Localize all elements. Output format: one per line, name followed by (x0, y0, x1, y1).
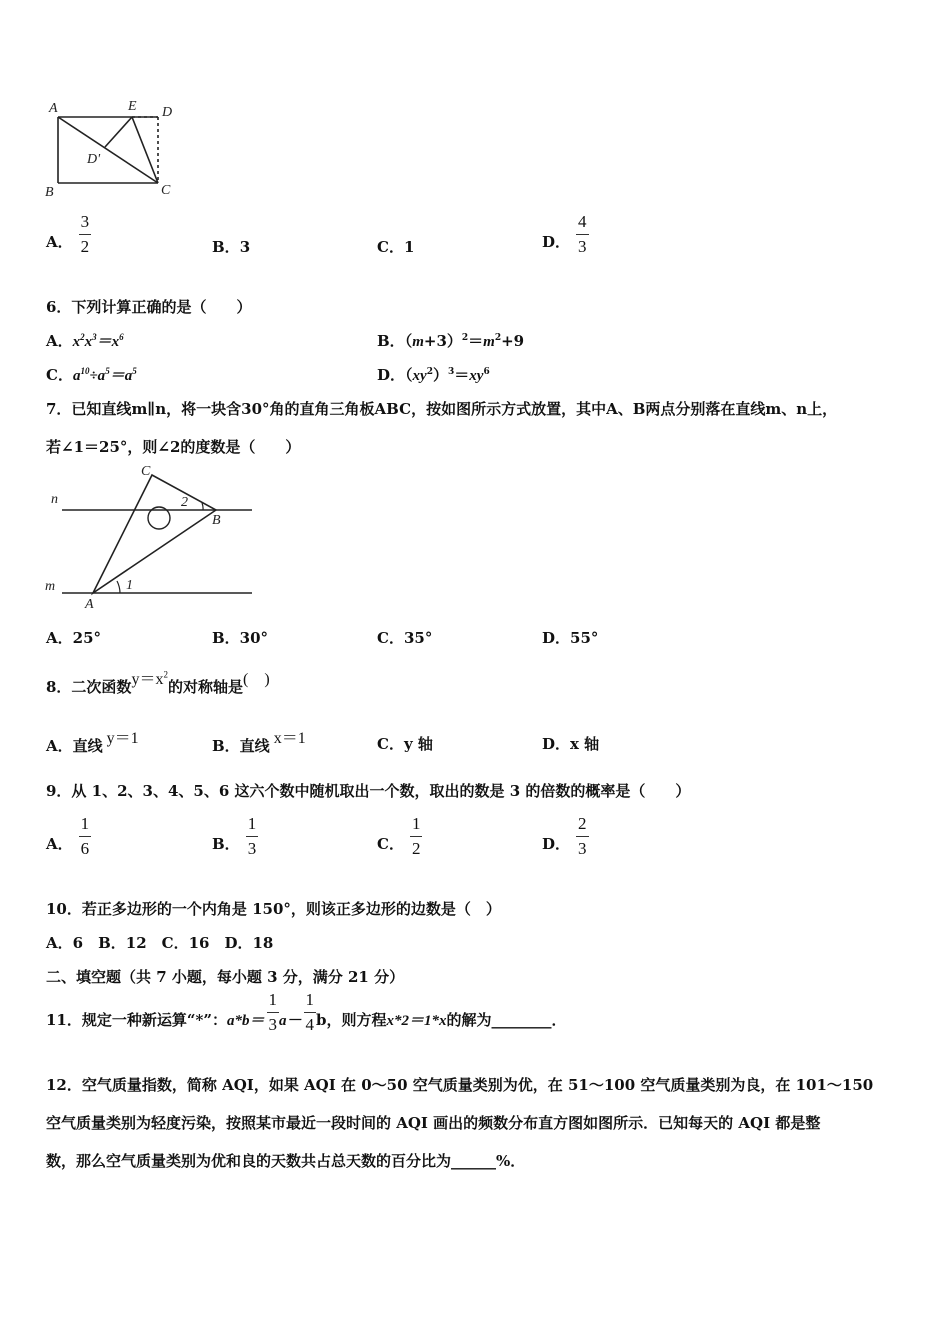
q9-stem: 9．从 1、2、3、4、5、6 这六个数中随机取出一个数，取出的数是 3 的倍数的概率是（ ） (46, 782, 691, 800)
q7-parallel-lines-figure (40, 460, 255, 615)
q9-option-a[interactable]: A． $\frac{1}{6}$ (46, 814, 90, 858)
fraction: $\frac{1}{3}$ (247, 814, 257, 858)
q6-option-d[interactable]: D．$(xy^2)^3=xy^6$ (377, 366, 490, 384)
q7-option-a[interactable]: A．25° (46, 629, 102, 647)
q5-option-c[interactable]: C．1 (377, 238, 415, 256)
q6-c-expr: $a^{10}\div a^5=a^5$ (72, 366, 137, 384)
q8-formula: $y=x^2$ (131, 669, 168, 688)
label-d-prime: D' (87, 152, 101, 167)
label-e: E (128, 99, 137, 114)
q6-option-c[interactable]: C．$a^{10}\div a^5=a^5$ (46, 366, 137, 384)
q9-option-c[interactable]: C． $\frac{1}{2}$ (377, 814, 421, 858)
fraction: $\frac{1}{4}$ (305, 990, 315, 1034)
q9-option-d[interactable]: D． $\frac{2}{3}$ (542, 814, 587, 858)
fraction: $\frac{2}{3}$ (578, 814, 587, 858)
q7-option-d[interactable]: D．55° (542, 629, 599, 647)
angle-2-arc (202, 503, 203, 510)
q7-stem-line1: 7．已知直线m∥n，将一块含30°角的直角三角板ABC，按如图所示方式放置，其中A、B两点分别落在直线m、n上， (46, 400, 838, 418)
label-m: m (45, 579, 56, 594)
label-c: C (161, 183, 171, 198)
q7-option-c[interactable]: C．35° (377, 629, 433, 647)
fraction: $\frac{1}{6}$ (80, 814, 90, 858)
q6-option-b[interactable]: B．$(m+3)^2=m^2+9$ (377, 332, 525, 350)
fraction: $\frac{1}{2}$ (411, 814, 421, 858)
q8-option-d[interactable]: D．x 轴 (542, 735, 600, 753)
q6-option-a[interactable]: A．$x^2x^3=x^6$ (46, 332, 124, 350)
label-angle-2: 2 (181, 495, 188, 510)
q5-rectangle-figure (40, 95, 190, 205)
q8-option-a[interactable]: A．直线 y＝1 (46, 730, 139, 755)
q11-stem: 11．规定一种新运算“*”：a*b＝ $\frac{1}{3}$ a－ $\frac{1}{4}$ b，则方程x*2＝1*x的解为________． (46, 990, 567, 1034)
fold-ec (132, 117, 158, 183)
q8-option-c[interactable]: C．y 轴 (377, 735, 433, 753)
fraction: $\frac{4}{3}$ (578, 212, 587, 256)
q9-option-b[interactable]: B． $\frac{1}{3}$ (212, 814, 257, 858)
q12-line2: 空气质量类别为轻度污染，按照某市最近一段时间的 AQI 画出的频数分布直方图如图所示．已知每天的 AQI 都是整 (46, 1114, 821, 1132)
q8-stem: 8．二次函数$y=x^2$的对称轴是( ) (46, 669, 270, 696)
q6-stem: 6．下列计算正确的是（ ） (46, 298, 252, 316)
q5-option-b[interactable]: B．3 (212, 238, 251, 256)
q6-b-expr: $(m+3)^2=m^2+9$ (404, 332, 525, 350)
section-2-title: 二、填空题（共 7 小题，每小题 3 分，满分 21 分） (46, 968, 405, 986)
fraction: $\frac{1}{3}$ (268, 990, 277, 1034)
q12-line1: 12．空气质量指数，简称 AQI，如果 AQI 在 0～50 空气质量类别为优，在 51～100 空气质量类别为良，在 101～150 (46, 1076, 874, 1094)
label-d: D (162, 105, 173, 120)
triangle-abc (93, 475, 216, 593)
q6-d-expr: $(xy^2)^3=xy^6$ (405, 366, 490, 384)
q6-a-expr: $x^2x^3=x^6$ (72, 332, 124, 350)
fraction: $\frac{3}{2}$ (80, 212, 90, 256)
angle-1-arc (117, 581, 120, 593)
q5-option-a[interactable]: A． $\frac{3}{2}$ (46, 212, 90, 256)
label-c: C (141, 464, 151, 479)
q10-stem: 10．若正多边形的一个内角是 150°，则该正多边形的边数是（ ） (46, 900, 501, 918)
q10-options[interactable]: A．6 B．12 C．16 D．18 (46, 934, 274, 952)
label-a: A (85, 597, 94, 612)
q7-option-b[interactable]: B．30° (212, 629, 269, 647)
q5-option-d[interactable]: D． $\frac{4}{3}$ (542, 212, 587, 256)
label-n: n (51, 492, 58, 507)
label-a: A (49, 101, 58, 116)
q12-line3: 数，那么空气质量类别为优和良的天数共占总天数的百分比为______%． (46, 1152, 526, 1170)
label-angle-1: 1 (126, 578, 133, 593)
q7-stem-line2: 若∠1＝25°，则∠2的度数是（ ） (46, 438, 301, 456)
fold-ed-prime (105, 117, 132, 147)
label-b: B (45, 185, 54, 200)
q8-option-b[interactable]: B．直线 x＝1 (212, 730, 306, 755)
label-b: B (212, 513, 221, 528)
diagonal-ac (58, 117, 158, 183)
